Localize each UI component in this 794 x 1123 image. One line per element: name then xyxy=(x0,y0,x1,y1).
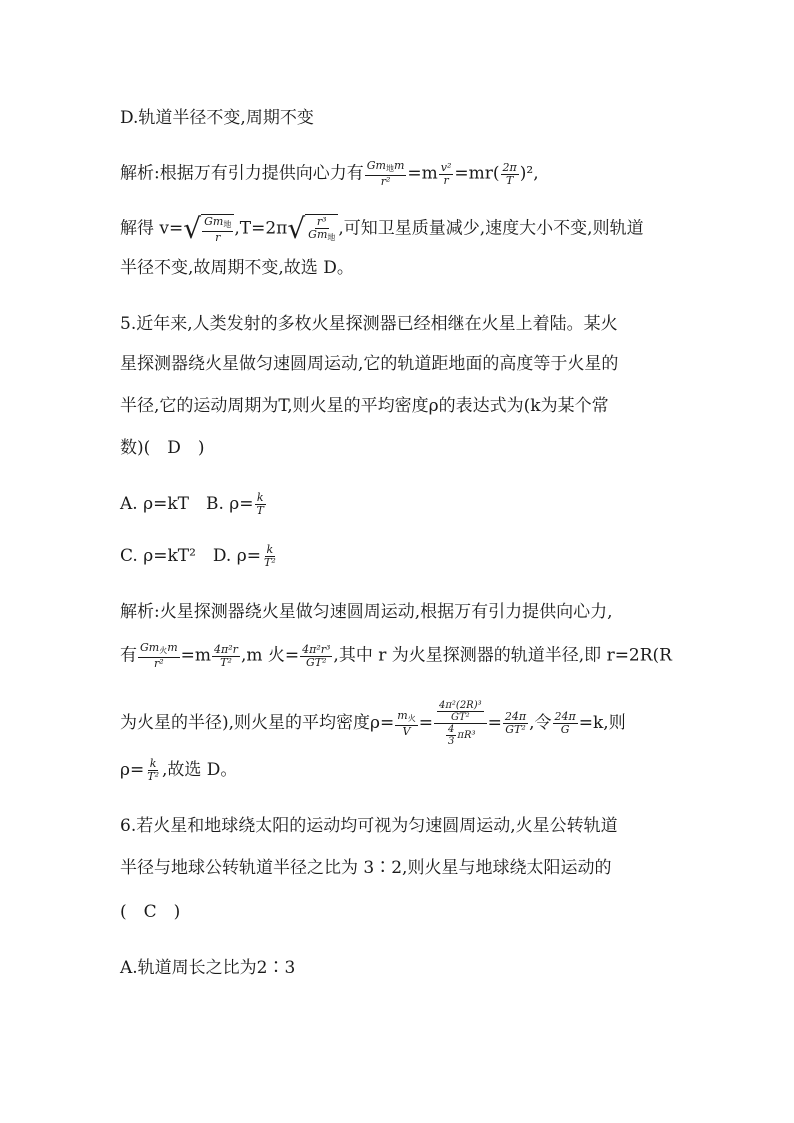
q5-analysis-3: 为火星的半径),则火星的平均密度ρ= $\frac{m_火}{V}$ = $\frac{\text{4π²(2R)³}}{\text{GT²}}$ $\frac{4}{3}$ πR³ = $\frac{24\pi}{\text{GT²}}$ ,令 $\frac{24\pi}{G}$ =k,则 xyxy=(120,700,626,747)
q5-line-2: 星探测器绕火星做匀速圆周运动,它的轨道距地面的高度等于火星的 xyxy=(120,354,619,374)
q6-line-3: ( C ) xyxy=(120,902,181,922)
option-d-prev: D.轨道半径不变,周期不变 xyxy=(120,108,314,128)
frac-density-compound: $\frac{\text{4π²(2R)³}}{\text{GT²}}$ $\frac{4}{3}$ πR³ xyxy=(434,700,487,747)
q5-analysis-1: 解析:火星探测器绕火星做匀速圆周运动,根据万有引力提供向心力, xyxy=(120,602,613,622)
frac-4pi2r: $\frac{\text{4π²r}}{\text{T²}}$ xyxy=(214,642,238,669)
q6-line-2: 半径与地球公转轨道半径之比为 3∶2,则火星与地球绕太阳运动的 xyxy=(120,858,612,878)
q5-line-3: 半径,它的运动周期为T,则火星的平均密度ρ的表达式为(k为某个常 xyxy=(120,396,609,416)
q5-options-cd: C. ρ=kT² D. ρ= $\frac{k}{\text{T²}}$ xyxy=(120,543,276,569)
sqrt-v: √ $\frac{Gm_地}{r}$ xyxy=(183,214,234,244)
frac-m-V: $\frac{m_火}{V}$ xyxy=(397,708,416,738)
analysis-line-3: 半径不变,故周期不变,故选 D。 xyxy=(120,258,354,278)
analysis-line-2: 解得 v= √ $\frac{Gm_地}{r}$ ,T=2π √ $\frac{\text{r³}}{Gm_地}$ ,可知卫星质量减少,速度大小不变,则轨道 xyxy=(120,212,644,245)
q5-line-1: 5.近年来,人类发射的多枚火星探测器已经相继在火星上着陆。某火 xyxy=(120,314,618,334)
q5-options-ab: A. ρ=kT B. ρ= $\frac{k}{T}$ xyxy=(120,491,264,517)
frac-2pi-T: $\frac{2\pi}{T}$ xyxy=(502,160,517,187)
frac-k-T: $\frac{k}{T}$ xyxy=(256,491,264,517)
analysis-line-1: 解析:根据万有引力提供向心力有 $\frac{Gm_地m}{\text{r²}}$ =m $\frac{\text{v²}}{r}$ =mr( $\frac{2\pi}{T}$ )², xyxy=(120,159,539,188)
frac-24pi-GT2: $\frac{24\pi}{\text{GT²}}$ xyxy=(504,710,527,736)
frac-gravity: $\frac{Gm_地m}{\text{r²}}$ xyxy=(366,159,405,188)
q6-option-a: A.轨道周长之比为2∶3 xyxy=(120,958,296,978)
q6-line-1: 6.若火星和地球绕太阳的运动均可视为匀速圆周运动,火星公转轨道 xyxy=(120,816,618,836)
frac-k-T2: $\frac{k}{\text{T²}}$ xyxy=(263,543,276,569)
frac-v2-r: $\frac{\text{v²}}{r}$ xyxy=(440,160,452,187)
frac-4pi2r3: $\frac{\text{4π²r³}}{\text{GT²}}$ xyxy=(302,642,331,669)
frac-k-T2-answer: $\frac{k}{\text{T²}}$ xyxy=(147,757,159,783)
frac-gm-mars: $\frac{Gm_火m}{\text{r²}}$ xyxy=(140,641,178,670)
q5-analysis-2: 有 $\frac{Gm_火m}{\text{r²}}$ =m $\frac{\text{4π²r}}{\text{T²}}$ ,m 火= $\frac{\text{4π²r³}}{\text{GT²}}$ ,其中 r 为火星探测器的轨道半径,即 r=2R(R xyxy=(120,641,672,670)
sqrt-T: √ $\frac{\text{r³}}{Gm_地}$ xyxy=(287,214,338,244)
q5-analysis-4: ρ= $\frac{k}{\text{T²}}$ ,故选 D。 xyxy=(120,757,238,783)
frac-24pi-G: $\frac{24\pi}{G}$ xyxy=(554,710,576,736)
q5-line-4: 数)( D ) xyxy=(120,438,205,458)
